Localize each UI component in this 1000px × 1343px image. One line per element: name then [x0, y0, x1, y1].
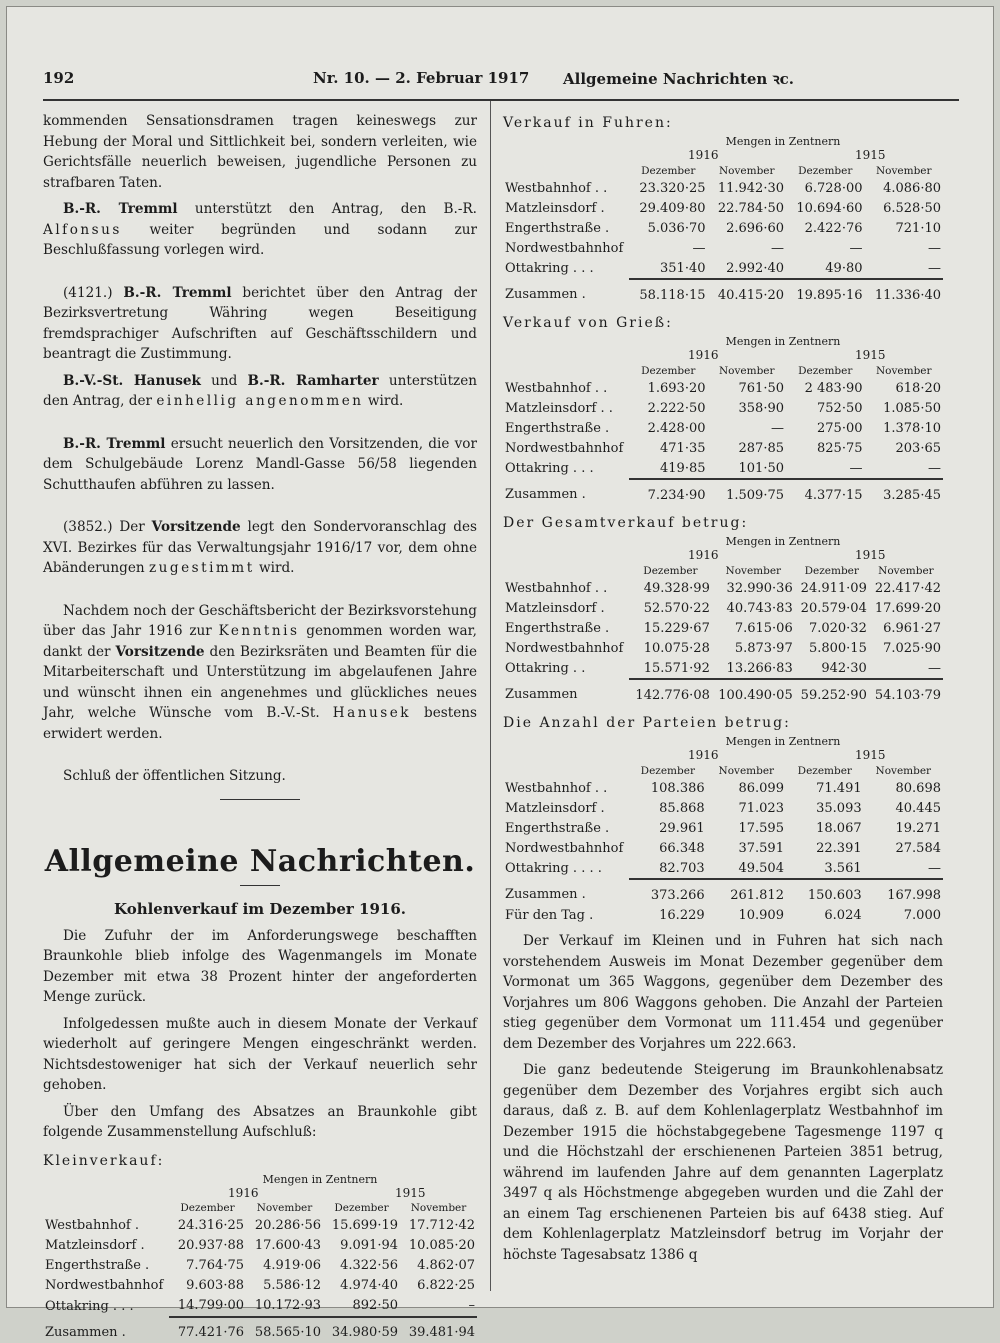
table-cell: 40.445: [895, 800, 941, 816]
table-cell: 16.229: [659, 907, 705, 923]
table-cell: 82.703: [659, 860, 705, 876]
row-label: Engerthstraße .: [505, 420, 610, 436]
year-headers: [503, 548, 943, 563]
row-label: Zusammen .: [45, 1324, 126, 1340]
row-label: Westbahnhof . .: [505, 580, 608, 596]
table-cell: 40.743·83: [726, 600, 793, 616]
total-cell: 142.776·08: [629, 679, 712, 705]
column-header: Dezember: [641, 364, 696, 377]
table-cell: 5.873·97: [734, 640, 793, 656]
table-cell: 29.409·80: [639, 200, 706, 216]
table-cell: —: [928, 660, 941, 676]
table-row: [503, 818, 943, 838]
table-cell: 19.271: [895, 820, 941, 836]
table-cell: 14.799·00: [177, 1298, 244, 1313]
table-cell: 4.086·80: [883, 180, 941, 196]
table-cell: 22.391: [816, 840, 862, 856]
year-1915: 1915: [855, 748, 886, 762]
row-label: Nordwestbahnhof: [505, 640, 624, 656]
table-cell: –: [468, 1298, 475, 1313]
table-unit-label: Mengen in Zentnern: [262, 1172, 378, 1186]
row-label: Zusammen .: [505, 487, 586, 502]
table-cell: 7.020·32: [808, 620, 867, 636]
table-cell: 6.728·00: [804, 180, 863, 196]
row-label: Westbahnhof . .: [505, 380, 608, 396]
table-cell: 66.348: [659, 840, 705, 856]
table-cell: 351·40: [660, 260, 706, 276]
table-cell: 7.615·06: [734, 620, 793, 636]
issue-date: Nr. 10. — 2. Februar 1917: [313, 69, 530, 87]
table-cell: 752·50: [817, 400, 863, 416]
table-cell: —: [928, 860, 941, 876]
divider: [220, 799, 300, 800]
total-row: [43, 1317, 477, 1343]
row-label: Matzleinsdorf .: [45, 1238, 145, 1253]
table-caption: Verkauf in Fuhren:: [503, 115, 673, 131]
table-cell: 71.491: [816, 780, 862, 796]
total-row: [503, 879, 943, 905]
total-cell: 40.415·20: [708, 279, 787, 305]
row-label: Ottakring . .: [505, 661, 586, 676]
table-header-row: [503, 363, 943, 378]
table-cell: 4.974·40: [340, 1278, 398, 1293]
table-row: [43, 1236, 477, 1256]
row-label: Nordwestbahnhof: [45, 1278, 164, 1293]
table-cell: 23.320·25: [639, 180, 706, 196]
table-cell: 2.696·60: [726, 220, 784, 236]
left-column: [43, 111, 477, 1343]
table-header-row: [503, 563, 943, 578]
table-unit-label: Mengen in Zentnern: [725, 135, 841, 148]
row-label: Matzleinsdorf .: [505, 800, 605, 816]
table-caption: Die Anzahl der Parteien betrug:: [503, 715, 791, 731]
table-cell: 10.909: [738, 907, 784, 923]
table-cell: 29.961: [659, 820, 705, 836]
table-row: [503, 218, 943, 238]
row-label: Engerthstraße .: [505, 220, 610, 236]
table-cell: 275·00: [817, 420, 863, 436]
table-cell: —: [692, 240, 706, 256]
table-cell: 86.099: [738, 780, 784, 796]
total-cell: 39.481·94: [400, 1317, 477, 1343]
table-cell: 20.286·56: [254, 1218, 321, 1233]
table-cell: 101·50: [738, 460, 784, 476]
table-cell: 20.937·88: [177, 1238, 244, 1253]
table-unit-label: Mengen in Zentnern: [725, 535, 841, 548]
table-cell: 22.417·42: [874, 580, 941, 596]
row-label: Nordwestbahnhof: [505, 440, 624, 456]
section-name: Allgemeine Nachrichten ꝛc.: [563, 70, 795, 88]
table-cell: 2.428·00: [647, 420, 706, 436]
page-number: 192: [43, 69, 75, 87]
total-cell: 150.603: [786, 879, 864, 905]
table-cell: 10.075·28: [643, 640, 710, 656]
year-headers: [503, 148, 943, 163]
table-cell: 5.800·15: [808, 640, 867, 656]
total-cell: 373.266: [629, 879, 707, 905]
row-label: Engerthstraße .: [45, 1258, 150, 1273]
table-cell: 6.528·50: [883, 200, 941, 216]
year-1915: 1915: [855, 348, 886, 362]
table-cell: —: [771, 420, 784, 436]
table-cell: 2 483·90: [804, 380, 863, 396]
table-header-row: [503, 763, 943, 778]
row-label: Für den Tag .: [505, 907, 594, 923]
paragraph: Nachdem noch der Geschäftsbericht der Bezirksvorstehung über das Jahr 1916 zur Kenntnis genommen worden war, dankt der Vorsitzende den Bezirksräten und Beamten für die Mitarbeiterschaft und Unterstützung im abgelaufenen Jahre und wünscht ihnen ein angenehmes und glückliches neues Jahr, welche Wünsche vom B.-V.-St. Hanusek bestens erwidert werden.: [43, 602, 477, 742]
table-row: [503, 618, 943, 638]
table-cell: 80.698: [895, 780, 941, 796]
table-row: [503, 858, 943, 879]
table-cell: —: [928, 240, 941, 256]
table-cell: 10.694·60: [796, 200, 863, 216]
table-kleinverkauf: [43, 1173, 477, 1343]
table-row: [43, 1296, 477, 1317]
paragraph: (3852.) Der Vorsitzende legt den Sondervoranschlag des XVI. Bezirkes für das Verwaltungsjahr 1916/17 vor, dem ohne Abänderungen zugestimmt wird.: [43, 519, 477, 576]
table-cell: 618·20: [895, 380, 941, 396]
table-fuhren: [503, 135, 943, 305]
table-cell: 942·30: [821, 660, 867, 676]
year-1916: 1916: [688, 148, 719, 162]
paragraph: Die ganz bedeutende Steigerung im Braunkohlenabsatz gegenüber dem Dezember des Vorjahres ergibt sich auch daraus, daß z. B. auf dem Kohlenlagerplatz Westbahnhof im Dezember 1915 die höchstabgegebene Tagesmenge 1197 q und die Höchstzahl der erschienenen Parteien 3851 betrug, während im laufenden Jahre auf dem genannten Lagerplatz 3497 q als Höchstmenge abgegeben wurden und die Zahl der an einem Tag erschienenen Parteien bis auf 6438 stieg. Auf dem Kohlenlagerplatz Matzleinsdorf betrug im Vorjahr der höchste Tagesabsatz 1386 q: [503, 1062, 943, 1263]
table-cell: 892·50: [352, 1298, 398, 1313]
table-cell: 4.322·56: [340, 1258, 398, 1273]
paragraph: B.-V.-St. Hanusek und B.-R. Ramharter unterstützen den Antrag, der einhellig angenommen wird.: [43, 372, 478, 409]
total-cell: 34.980·59: [323, 1317, 400, 1343]
row-label: Ottakring . . .: [505, 261, 594, 276]
table-cell: 52.570·22: [643, 600, 710, 616]
table-row: [503, 638, 943, 658]
column-header: Dezember: [643, 564, 698, 577]
table-row: [503, 578, 943, 598]
table-cell: 761·50: [738, 380, 784, 396]
row-label: Zusammen: [505, 687, 578, 702]
paragraph: B.-R. Tremml unterstützt den Antrag, den B.-R. Alfonsus weiter begründen und sodann zur Beschlußfassung vorlegen wird.: [43, 201, 477, 258]
data-table: [503, 563, 943, 705]
table-cell: 49.328·99: [643, 580, 710, 596]
row-label: Matzleinsdorf . .: [505, 400, 613, 416]
table-cell: 32.990·36: [726, 580, 793, 596]
table-parteien: [503, 735, 943, 925]
table-row: [503, 178, 943, 198]
table-row: [43, 1276, 477, 1296]
table-row: [503, 598, 943, 618]
table-row: [503, 378, 943, 398]
column-divider: [490, 101, 491, 1291]
year-headers: [503, 748, 943, 763]
table-cell: 49.504: [738, 860, 784, 876]
table-cell: 11.942·30: [717, 180, 784, 196]
column-header: November: [725, 564, 782, 577]
table-cell: 7.000: [903, 907, 941, 923]
column-header: November: [718, 764, 775, 777]
table-cell: 27.584: [895, 840, 941, 856]
table-cell: 203·65: [895, 440, 941, 456]
table-cell: —: [849, 240, 863, 256]
total-cell: 54.103·79: [869, 679, 943, 705]
page-header: [43, 69, 943, 91]
table-griess: [503, 335, 943, 505]
table-cell: 10.085·20: [408, 1238, 475, 1253]
table-cell: 6.822·25: [417, 1278, 475, 1293]
year-headers: [43, 1186, 477, 1201]
table-header-row: [43, 1201, 477, 1216]
table-cell: 1.085·50: [883, 400, 941, 416]
column-header: November: [718, 164, 775, 177]
year-1915: 1915: [395, 1185, 426, 1200]
total-cell: 58.565·10: [246, 1317, 323, 1343]
table-cell: 721·10: [895, 220, 941, 236]
table-cell: 85.868: [659, 800, 705, 816]
total-cell: 3.285·45: [865, 479, 944, 505]
row-label: Ottakring . . . .: [505, 861, 602, 876]
header-rule: [43, 99, 959, 101]
table-cell: 4.919·06: [263, 1258, 321, 1273]
table-cell: 5.036·70: [647, 220, 706, 236]
column-header: November: [256, 1202, 313, 1214]
table-row: [503, 798, 943, 818]
table-unit-label: Mengen in Zentnern: [725, 735, 841, 748]
column-header: November: [718, 364, 775, 377]
year-1916: 1916: [228, 1185, 259, 1200]
total-cell: 167.998: [864, 879, 943, 905]
total-cell: 58.118·15: [629, 279, 708, 305]
table-cell: 13.266·83: [726, 660, 793, 676]
table-caption: Kleinverkauf:: [43, 1152, 165, 1169]
column-header: Dezember: [797, 764, 852, 777]
column-header: Dezember: [334, 1202, 389, 1214]
table-caption: Verkauf von Grieß:: [503, 315, 673, 331]
table-row: [503, 258, 943, 279]
table-cell: 825·75: [817, 440, 863, 456]
column-header: November: [875, 764, 932, 777]
table-cell: 2.422·76: [804, 220, 863, 236]
paragraph: Infolgedessen mußte auch in diesem Monate der Verkauf wiederholt auf geringere Mengen eingeschränkt werden. Nichtsdestoweniger hat sich der Verkauf neuerlich sehr gehoben.: [43, 1015, 477, 1093]
year-1915: 1915: [855, 548, 886, 562]
table-cell: 3.561: [824, 860, 862, 876]
article-title: Kohlenverkauf im Dezember 1916.: [113, 899, 407, 918]
total-cell: 59.252·90: [795, 679, 869, 705]
table-row: [43, 1216, 477, 1236]
column-header: Dezember: [641, 164, 696, 177]
column-header: Dezember: [640, 764, 695, 777]
table-cell: 71.023: [738, 800, 784, 816]
table-cell: 471·35: [660, 440, 706, 456]
row-label: Westbahnhof . .: [505, 780, 608, 796]
table-cell: 18.067: [816, 820, 862, 836]
table-cell: 1.378·10: [883, 420, 941, 436]
table-row: [503, 418, 943, 438]
table-cell: 22.784·50: [717, 200, 784, 216]
table-cell: 17.600·43: [254, 1238, 321, 1253]
year-1916: 1916: [688, 748, 719, 762]
table-cell: 37.591: [738, 840, 784, 856]
table-cell: 108.386: [650, 780, 705, 796]
daily-row: [503, 905, 943, 925]
total-cell: 4.377·15: [786, 479, 865, 505]
table-cell: 15.571·92: [643, 660, 710, 676]
table-cell: 5.586·12: [263, 1278, 321, 1293]
column-header: November: [875, 164, 932, 177]
table-cell: 9.603·88: [186, 1278, 244, 1293]
table-cell: 17.595: [738, 820, 784, 836]
data-table: [43, 1201, 477, 1343]
table-cell: 35.093: [816, 800, 862, 816]
row-label: Zusammen .: [505, 887, 586, 902]
table-header-row: [503, 163, 943, 178]
table-cell: 2.992·40: [726, 260, 784, 276]
paragraph: Über den Umfang des Absatzes an Braunkohle gibt folgende Zusammenstellung Aufschluß:: [43, 1103, 477, 1140]
row-label: Ottakring . . .: [505, 461, 594, 476]
table-row: [503, 658, 943, 679]
total-row: [503, 279, 943, 305]
table-row: [503, 778, 943, 798]
table-cell: 287·85: [738, 440, 784, 456]
paragraph: kommenden Sensationsdramen tragen keineswegs zur Hebung der Moral und Sittlichkeit bei, sondern verleiten, wie Gerichtsfälle neuerlich beweisen, jugendliche Personen zu strafbaren Taten.: [43, 113, 477, 191]
table-row: [503, 458, 943, 479]
table-cell: —: [928, 260, 941, 276]
table-cell: 7.025·90: [883, 640, 941, 656]
table-cell: 17.699·20: [874, 600, 941, 616]
table-gesamt: [503, 535, 943, 705]
total-cell: 19.895·16: [786, 279, 865, 305]
total-row: [503, 479, 943, 505]
table-row: [503, 238, 943, 258]
table-unit-label: Mengen in Zentnern: [725, 335, 841, 348]
right-column: [503, 111, 943, 1271]
data-table: [503, 363, 943, 505]
table-row: [43, 1256, 477, 1276]
table-cell: 6.961·27: [883, 620, 941, 636]
table-cell: 4.862·07: [417, 1258, 475, 1273]
total-cell: 100.490·05: [712, 679, 795, 705]
table-caption: Der Gesamtverkauf betrug:: [503, 515, 749, 531]
column-header: Dezember: [180, 1202, 235, 1214]
table-cell: 24.316·25: [177, 1218, 244, 1233]
table-cell: 7.764·75: [186, 1258, 244, 1273]
column-header: Dezember: [798, 364, 853, 377]
year-headers: [503, 348, 943, 363]
table-cell: —: [849, 460, 863, 476]
total-cell: 1.509·75: [708, 479, 787, 505]
row-label: Ottakring . . .: [45, 1298, 134, 1314]
table-row: [503, 398, 943, 418]
row-label: Westbahnhof .: [45, 1218, 139, 1233]
data-table: [503, 763, 943, 925]
paragraph: Die Zufuhr der im Anforderungswege beschafften Braunkohle blieb infolge des Wagenmangels im Monate Dezember mit etwa 38 Prozent hinter der angeforderten Menge zurück.: [43, 927, 477, 1005]
total-cell: 7.234·90: [629, 479, 708, 505]
table-cell: 15.699·19: [331, 1218, 398, 1233]
column-header: Dezember: [804, 564, 859, 577]
newspaper-page: [6, 6, 994, 1340]
table-cell: 24.911·09: [800, 580, 867, 596]
table-cell: 358·90: [738, 400, 784, 416]
table-cell: 17.712·42: [408, 1218, 475, 1233]
table-cell: —: [771, 240, 784, 256]
year-1916: 1916: [688, 548, 719, 562]
table-cell: 9.091·94: [340, 1238, 398, 1253]
column-header: November: [878, 564, 934, 577]
row-label: Nordwestbahnhof: [505, 240, 624, 256]
year-1915: 1915: [855, 148, 886, 162]
paragraph: Schluß der öffentlichen Sitzung.: [63, 768, 286, 784]
table-row: [503, 198, 943, 218]
table-cell: 6.024: [824, 907, 862, 923]
data-table: [503, 163, 943, 305]
total-cell: 77.421·76: [169, 1317, 246, 1343]
table-row: [503, 438, 943, 458]
table-cell: 15.229·67: [643, 620, 710, 636]
total-row: [503, 679, 943, 705]
table-cell: 10.172·93: [254, 1298, 321, 1313]
row-label: Matzleinsdorf .: [505, 200, 605, 216]
table-cell: 20.579·04: [800, 600, 867, 616]
row-label: Matzleinsdorf .: [505, 600, 605, 616]
table-cell: 1.693·20: [647, 380, 706, 396]
section-title: Allgemeine Nachrichten.: [44, 843, 476, 879]
table-cell: —: [928, 460, 941, 476]
table-cell: 49·80: [825, 260, 863, 276]
total-cell: 261.812: [707, 879, 786, 905]
total-cell: 11.336·40: [865, 279, 944, 305]
paragraph: Der Verkauf im Kleinen und in Fuhren hat sich nach vorstehendem Ausweis im Monat Dezember gegenüber dem Vormonat um 365 Waggons, gegenüber dem Dezember des Vorjahres um 806 Waggons gehoben. Die Anzahl der Parteien stieg gegenüber dem Vormonat um 111.454 und gegenüber dem Dezember des Vorjahres um 222.663.: [503, 933, 943, 1052]
row-label: Zusammen .: [505, 287, 586, 302]
column-header: November: [875, 364, 932, 377]
divider: [240, 885, 280, 886]
year-1916: 1916: [688, 348, 719, 362]
table-cell: 2.222·50: [647, 400, 706, 416]
column-header: Dezember: [798, 164, 853, 177]
column-header: November: [410, 1202, 467, 1214]
paragraph: B.-R. Tremml ersucht neuerlich den Vorsitzenden, die vor dem Schulgebäude Lorenz Mandl-Gasse 56/58 liegenden Schutthaufen abführen zu lassen.: [43, 435, 477, 493]
row-label: Engerthstraße .: [505, 820, 610, 836]
row-label: Westbahnhof . .: [505, 180, 608, 196]
table-cell: 419·85: [660, 460, 706, 476]
paragraph: (4121.) B.-R. Tremml berichtet über den Antrag der Bezirksvertretung Währing wegen Beseitigung fremdsprachiger Aufschriften auf Geschäftsschildern und beantragt die Zustimmung.: [43, 284, 477, 362]
row-label: Engerthstraße .: [505, 620, 610, 636]
row-label: Nordwestbahnhof: [505, 840, 624, 856]
table-row: [503, 838, 943, 858]
